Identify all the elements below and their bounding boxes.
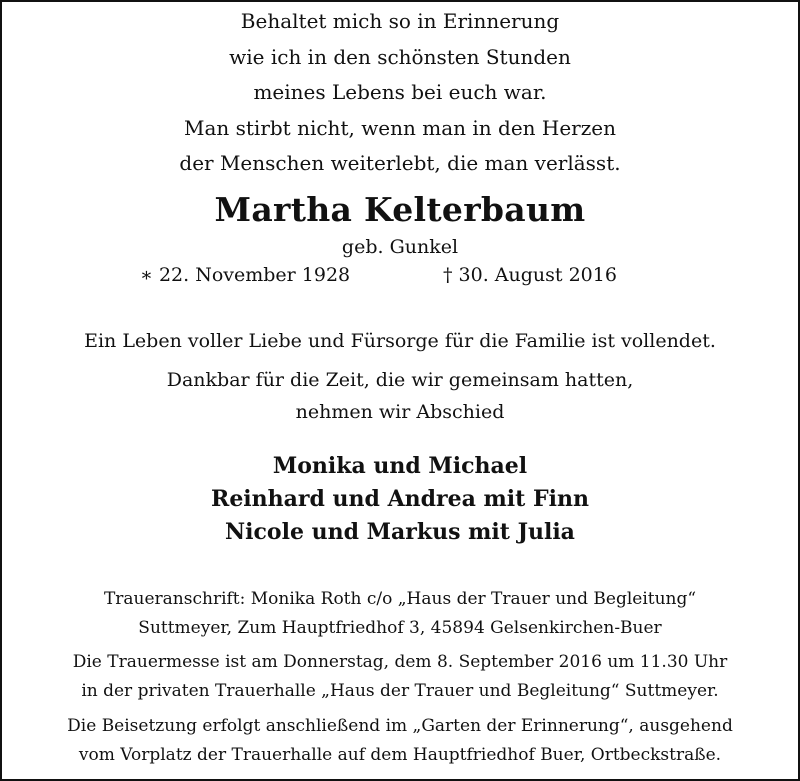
family-line: Monika und Michael xyxy=(272,453,528,479)
poem-line: wie ich in den schönsten Stunden xyxy=(229,44,571,69)
life-statement: Ein Leben voller Liebe und Fürsorge für die Familie ist vollendet. xyxy=(84,330,716,352)
mass-line: in der privaten Trauerhalle „Haus der Trauer und Begleitung“ Suttmeyer. xyxy=(81,681,719,701)
address-line: Traueranschrift: Monika Roth c/o „Haus der Trauer und Begleitung“ xyxy=(103,589,697,609)
death-date: † 30. August 2016 xyxy=(443,264,617,286)
burial-line: vom Vorplatz der Trauerhalle auf dem Hauptfriedhof Buer, Ortbeckstraße. xyxy=(78,745,722,765)
family-line: Reinhard und Andrea mit Finn xyxy=(211,486,589,512)
funeral-mass-info xyxy=(0,648,800,706)
maiden-name: geb. Gunkel xyxy=(341,236,459,258)
thanks-line: Dankbar für die Zeit, die wir gemeinsam hatten, xyxy=(166,369,634,391)
memorial-poem xyxy=(0,4,800,182)
mourning-address xyxy=(0,585,800,643)
thanks-text xyxy=(0,364,800,428)
mass-line: Die Trauermesse ist am Donnerstag, dem 8. September 2016 um 11.30 Uhr xyxy=(72,652,728,672)
thanks-line: nehmen wir Abschied xyxy=(295,401,505,423)
deceased-name: Martha Kelterbaum xyxy=(214,190,586,229)
poem-line: Man stirbt nicht, wenn man in den Herzen xyxy=(183,115,616,140)
family-members xyxy=(0,450,800,549)
address-line: Suttmeyer, Zum Hauptfriedhof 3, 45894 Gelsenkirchen-Buer xyxy=(138,618,662,638)
poem-line: Behaltet mich so in Erinnerung xyxy=(240,9,560,33)
poem-line: meines Lebens bei euch war. xyxy=(253,80,547,104)
burial-info xyxy=(0,712,800,770)
burial-line: Die Beisetzung erfolgt anschließend im „Garten der Erinnerung“, ausgehend xyxy=(67,716,733,736)
life-dates xyxy=(0,264,800,296)
birth-date: ∗ 22. November 1928 xyxy=(140,264,351,286)
family-line: Nicole und Markus mit Julia xyxy=(225,519,575,545)
poem-line: der Menschen weiterlebt, die man verlässt. xyxy=(179,151,621,175)
